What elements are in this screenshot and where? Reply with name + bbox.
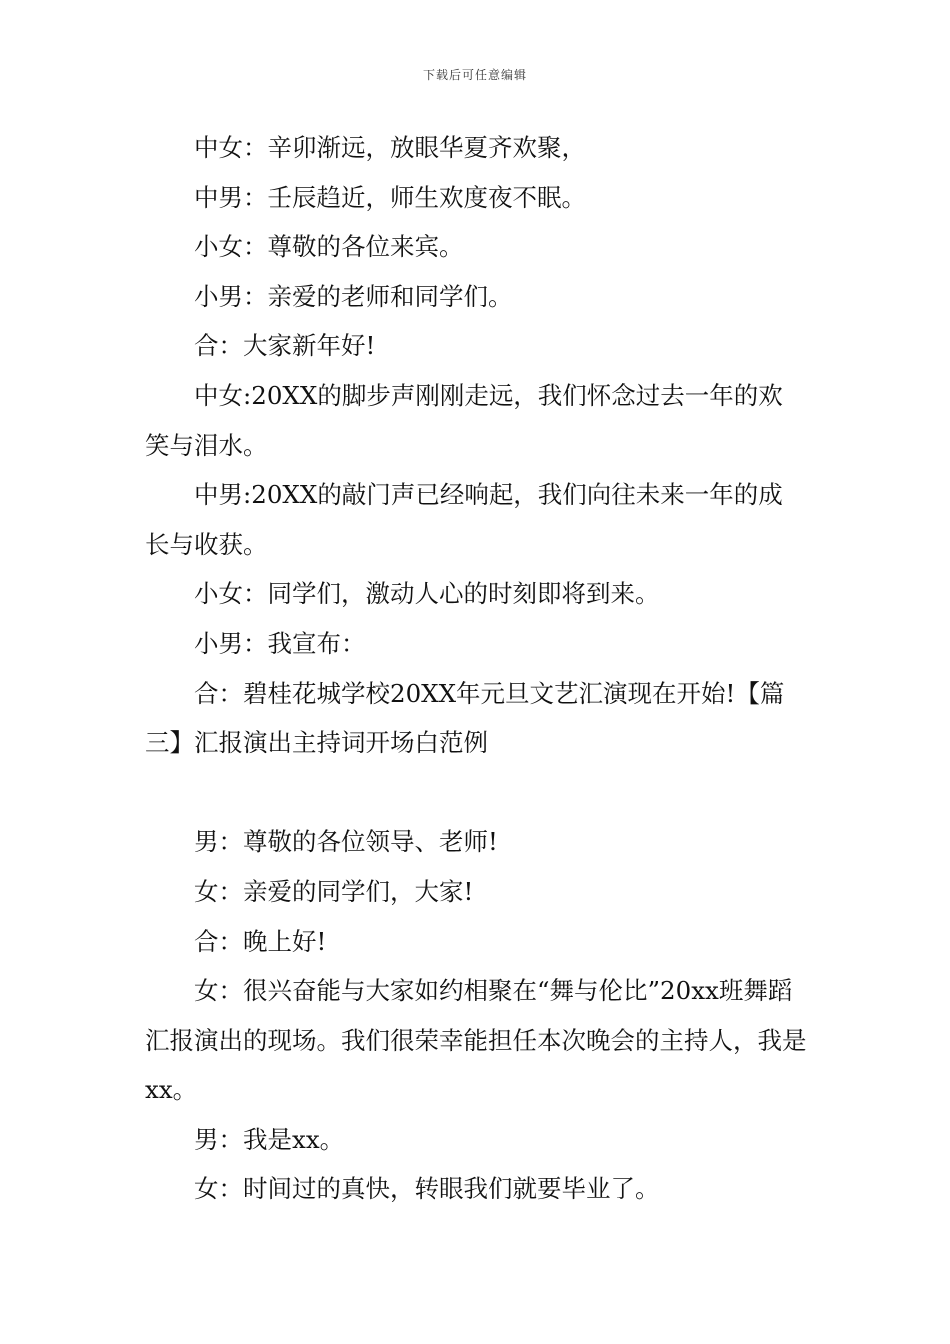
paragraph: 小男：亲爱的老师和同学们。 [194,281,513,311]
paragraph: 小女：尊敬的各位来宾。 [194,232,464,262]
paragraph: 合：大家新年好! [194,331,376,361]
paragraph: 女：很兴奋能与大家如约相聚在“舞与伦比”20xx班舞蹈汇报演出的现场。我们很荣幸能担任本次晚会的主持人，我是xx。 [145,976,807,1105]
paragraph: 女：时间过的真快，转眼我们就要毕业了。 [194,1174,660,1204]
paragraph: 小男：我宣布： [194,628,366,658]
paragraph: 中女：辛卯渐远，放眼华夏齐欢聚， [194,133,586,162]
document-body [145,123,807,1214]
paragraph: 小女：同学们，激动人心的时刻即将到来。 [194,579,660,609]
paragraph: 男：尊敬的各位领导、老师! [194,827,498,857]
paragraph: 女：亲爱的同学们，大家! [194,876,474,906]
blank-line [145,768,807,818]
page-header: 下载后可任意编辑 [422,68,527,82]
paragraph: 合：碧桂花城学校20XX年元旦文艺汇演现在开始!【篇三】汇报演出主持词开场白范例 [145,678,785,758]
paragraph: 中女:20XX的脚步声刚刚走远，我们怀念过去一年的欢笑与泪水。 [145,380,783,460]
paragraph: 合：晚上好! [194,926,327,956]
paragraph: 中男:20XX的敲门声已经响起，我们向往未来一年的成长与收获。 [145,480,783,559]
paragraph: 中男：壬辰趋近，师生欢度夜不眠。 [194,182,586,212]
paragraph: 男：我是xx。 [194,1124,345,1154]
